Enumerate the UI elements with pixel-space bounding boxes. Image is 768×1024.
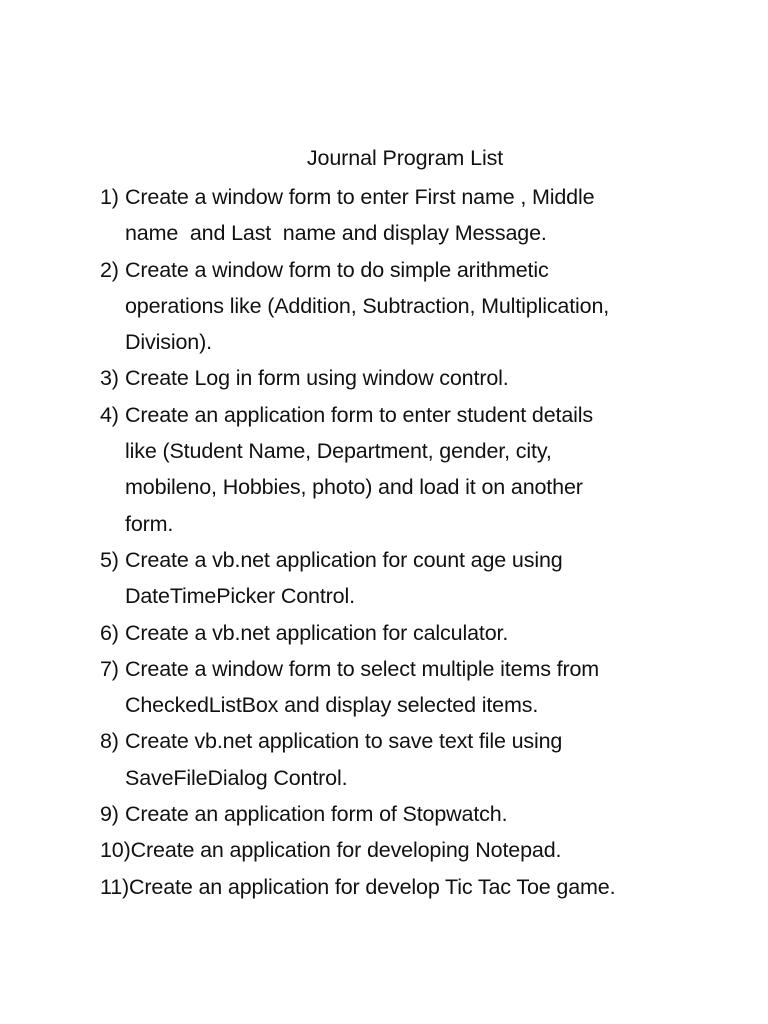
item-number: 11) [100,874,130,899]
item-number: 1) [100,185,119,209]
list-item [100,542,700,615]
item-text: Create a window form to do simple arithmetic operations like (Addition, Subtraction, Multiplication, Division). [125,257,610,355]
item-text: Create vb.net application to save text file using SaveFileDialog Control. [125,729,563,790]
item-number: 4) [100,402,119,427]
item-number: 10) [100,838,131,863]
list-item [100,796,700,832]
list-item [100,615,700,651]
item-text: Create an application for develop Tic Tac Toe game. [129,874,616,899]
program-list [100,179,700,905]
list-item [100,651,700,724]
item-number: 6) [100,620,119,645]
item-text: Create a vb.net application for count age using DateTimePicker Control. [125,547,563,609]
item-number: 2) [100,257,119,282]
list-item [100,723,700,796]
list-item [100,869,700,905]
list-item [100,252,700,361]
list-item [100,832,700,868]
list-item [100,179,700,252]
item-text: Create Log in form using window control. [125,366,509,391]
page-title: Journal Program List [306,146,504,170]
item-text: Create a window form to enter First name , Middle name and Last name and display Message. [125,185,595,246]
item-number: 5) [100,547,119,572]
list-item [100,360,700,396]
item-text: Create a vb.net application for calculator. [125,620,509,645]
item-number: 7) [100,656,119,681]
item-number: 8) [100,729,119,754]
item-text: Create an application for developing Notepad. [130,838,562,863]
item-number: 9) [100,802,119,827]
list-item [100,397,700,542]
item-text: Create a window form to select multiple items from CheckedListBox and display selected items. [125,656,600,718]
item-text: Create an application form to enter student details like (Student Name, Department, gender, city, mobileno, Hobbies, photo) and load it on another form. [125,402,594,536]
item-number: 3) [100,366,119,391]
item-text: Create an application form of Stopwatch. [125,802,508,827]
